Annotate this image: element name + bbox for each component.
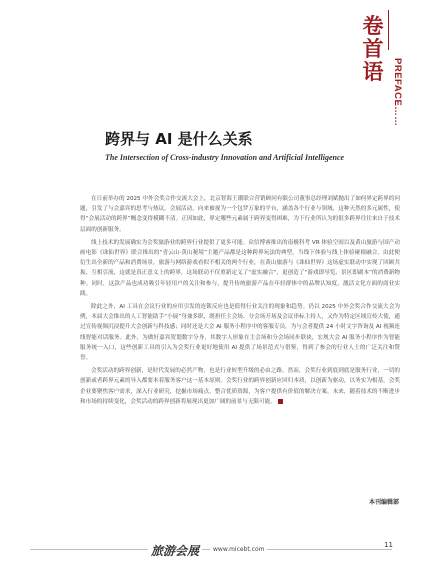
end-mark-icon bbox=[278, 399, 283, 404]
footer-url: www.micebt.com bbox=[210, 546, 267, 553]
article-subtitle: The Intersection of Cross-industry Innovation and Artificial Intelligence bbox=[105, 153, 345, 162]
paragraph: 线上技术的发展确实为会奖旅游业的跨界行业提供了更多可能。众信博睿推出的南极科考 VR 体验空间以及黄山旅游与国产动画电影《诛仙世界》联合推出的“青云山·黄山秘境”主题产品都是这种跨界玩法的典型。当线下体验与线上体验碰撞融合，由此便衍生出全新的产品和消费场景，旅游与网络游戏看似不相关的两个行业，在黄山旅游与《诛仙世界》这场虚实联动中实现了回顾共振、互相引流，这就是真正意义上的跨界，这场联动不仅重新定义了“虚实融合”，更创造了“游戏即导览、景区即副本”的消费新物种。同时，这款产品也成功吸引年轻用户的关注和参与，提升传统旅游产品在年轻群体中的品牌认知度，激活文化方面的商业实践。 bbox=[80, 239, 400, 297]
preface-label: PREFACE…… bbox=[392, 58, 403, 127]
article-title: 跨界与 AI 是什么关系 bbox=[105, 130, 253, 148]
signature: 本刊编辑部 bbox=[368, 499, 399, 506]
article-body bbox=[80, 194, 400, 410]
preface-title-char: 卷 bbox=[362, 13, 384, 38]
preface-title-char: 语 bbox=[362, 59, 384, 84]
preface-title bbox=[361, 14, 385, 83]
paragraph: 除此之外，AI 工具在会议行业的应用引发的连锁反应也是值得行业关注的现象和趋势。仍以 2025 中外会奖合作交流大会为例，本届大会推出的人工智能助手“小展”身兼多职，既担任主会场、分会场开场及会议串标主持人，又作为特定区域宣传大使，通过宣传视频沉浸提升大会创新与科技感；同时还是大会 AI 服务小程序中的客服专员，为与会者提供 24 小时文字咨询及 AI 视频连线智能对话服务。此外，为做好嘉宾贺划数字分身，其数字人形象在主会场和分会场同步联袂，宏规大会 AI 服务小程序作为智能服务统一入口，这些创新工具的引入为会奖行业更好地使用 AI 提供了场景范式与借鉴，得到了参会的行业人士的广泛关注和赞誉。 bbox=[80, 304, 400, 362]
paragraph-last bbox=[80, 366, 400, 407]
paragraph: 在日前举办的 2025 中外会奖合作交流大会上，北京智海王潮联合营销顾问有限公司董事总经理刘斌抛出了如何界定跨界的问题，引发了与会嘉宾的思考与热议。会展活动，向来被视为一个包罗万象的平台，涵盖各个行业与领域，这种天然的多元属性，使得“会展活动的跨界”概念变得模糊不清。正因如此，界定哪些元素属于跨界变得困难，为下行业所认为的很多跨界往往来自于技术层面的创新服务。 bbox=[80, 196, 400, 233]
preface-title-char: 首 bbox=[362, 36, 384, 61]
magazine-logo: 旅游会展 bbox=[148, 542, 202, 559]
header-rule bbox=[388, 10, 389, 50]
page-number: 11 bbox=[384, 541, 393, 549]
paragraph-text: 会奖活动的跨界创新，是时代发展的必然产物，也是行业转型升级的必由之路。然而，会奖行业到底到底是服务行业，一切的创新或者跨界元素的导入都要本着服务客户这一基本原则。会奖行业的跨界创新应回归本质，以创新为驱动，以务实为根基，会奖企业要聚焦客户需求，深入行业研究，挖掘市场痛点，整合优质资源，为客户提供有价值的解决方案。未来，随着技术的不断进步和市场的持续变化，会奖活动的跨界创新将展现出更加广阔的前景与无限可能。 bbox=[80, 368, 400, 405]
